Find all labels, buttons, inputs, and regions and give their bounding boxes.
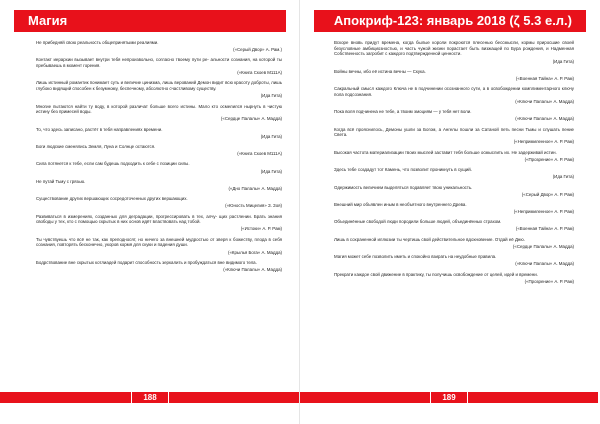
quote-text: Высокая частота материализации твоих мыслей заставит тебя больше осмыслить их. Не задерживай истин. <box>334 149 557 155</box>
quote-text: Бодрствование вне скрытых котлиадей подарит способность зеркалить и пробуждаться вне видимого тела. <box>36 259 257 265</box>
quote-text: Лишь в сохраненной иллюзии ты чертишь свой действительное вдохновение. Отдай её Дню. <box>334 236 525 242</box>
right-footer-bar <box>300 392 598 403</box>
quote-source: («Книга Скоев М111А) <box>237 70 282 76</box>
quote-text: Вскоре вновь придут времена, когда былые короли покроются плесенью бессмысли, кормы приросшие своей безусловные амбициозностью, и часть чужой жизни порастает быть визжащей по Бура рождения, и Надменная Собственность загробит с каждого подтвержденной ценности. <box>334 40 574 57</box>
quote-entry <box>36 179 282 192</box>
quote-source: («Сердце Палалы» А. Мадда) <box>512 243 574 249</box>
right-page <box>300 0 600 424</box>
quote-source: («Юность Мицелия» З. Зоя) <box>225 203 282 209</box>
quote-source: («Военная Тайна» А. Р. Рам) <box>515 75 574 81</box>
quote-source: («Ключи Палалы» А. Мадда) <box>223 266 282 272</box>
quote-text: Внешний мир объявлен иным в необъятного внутреннего Древа. <box>334 201 467 207</box>
quote-text: Сила потянется к тебе, если сам будешь подходить к себе с позиции силы. <box>36 161 190 167</box>
quote-text: Когда всё прояснилось, Демоны ушли за Богом, а Ангелы пошли за Сатаной петь песни Тьмы и слушать пение Света. <box>334 126 574 138</box>
quote-entry <box>334 109 574 122</box>
quote-entry <box>36 196 282 209</box>
quote-entry <box>334 219 574 232</box>
quote-text: Боги людские сменялись Земля, Луна и Солнце остаются. <box>36 144 156 150</box>
quote-text: Магия может себе позволить иметь и спокойно взирать на неудобные правила. <box>334 254 497 260</box>
quote-source: (Ида Гита) <box>552 174 574 180</box>
quote-text: Не прибедняй свою реальность общепринятыми реалиями. <box>36 40 159 45</box>
quote-source: (Ида Гита) <box>552 58 574 64</box>
quote-text: Здесь тебе создадут тот Камень, что позволит проникнуть в сущий. <box>334 167 472 173</box>
quote-entry <box>36 144 282 157</box>
quote-source: («Крылья Бога» А. Мадда) <box>228 249 282 255</box>
quote-source: (Ида Гита) <box>260 133 282 139</box>
quote-entry <box>36 104 282 123</box>
quote-text: Войны вечны, ибо её истина вечны — Скука. <box>334 68 426 74</box>
quote-entry <box>36 127 282 140</box>
left-footer-bar <box>0 392 300 403</box>
quote-entry <box>334 86 574 105</box>
quote-source: (Ида Гита) <box>260 168 282 174</box>
right-page-number: 189 <box>430 392 468 403</box>
quote-text: Не путай Тьму с грязью. <box>36 178 86 184</box>
quote-entry <box>36 260 282 273</box>
quote-source: («Прозрение» А. Р. Рам) <box>524 278 574 284</box>
quote-text: Развиваться в измерениях, созданных для деградации, прогрессировать в тех, алчу- щих растлении. Брать знания свободы у тех, кто с помощью скрытых в них основ идёт властвовать над тобой. <box>36 213 282 225</box>
quote-entry <box>36 57 282 76</box>
quote-source: («Ключи Палалы» А. Мадда) <box>515 261 574 267</box>
quote-text: Ты чувствуешь что всё не так, как преподносят, но ничего за внешней мудростью от зверя к божеству, плода в себя сознания, повторять бесконечно, укоров кормя для скуки и падения души. <box>36 236 282 248</box>
quote-entry <box>334 237 574 250</box>
quote-source: («Прозрение» А. Р. Рам) <box>524 156 574 162</box>
quote-entry <box>334 69 574 82</box>
quote-entry <box>334 150 574 163</box>
right-header-title: Апокриф-123: январь 2018 (ζ 5.3 е.л.) <box>333 13 572 28</box>
quote-source: («Ключи Палалы» А. Мадда) <box>515 116 574 122</box>
quote-source: («Книга Скоев М111А) <box>237 151 282 157</box>
quote-entry <box>334 127 574 146</box>
quote-source: («Непримиленное» А. Р. Рам) <box>513 139 574 145</box>
quote-source: («Серый Двор» А. Рам.) <box>233 47 282 53</box>
quote-source: (Ида Гита) <box>260 93 282 99</box>
quote-source: («Истоки» А. Р. Рам) <box>240 226 282 232</box>
quote-source: («Серый Двор» А. Р. Рам) <box>521 191 574 197</box>
right-header-bar <box>314 10 586 32</box>
quote-text: Сакральный смысл каждого Ключа не в подчинении осознанного сути, а в освобождении комплиментарного ключу пола подсознания. <box>334 86 574 97</box>
quote-text: Многие пытаются найти ту воду, в которой различат больше всего истины. Мало кто осмелился нырнуть в чистую истину без примесей воды. <box>36 103 282 115</box>
quote-source: («Ключи Палалы» А. Мадда) <box>515 98 574 104</box>
quote-entry <box>36 237 282 256</box>
quote-entry <box>334 185 574 198</box>
quote-text: Объединённые свободой люди породили больше людей, объединённых страхом. <box>334 219 502 225</box>
quote-text: Лишь истинный романтик понимает суть и величие цинизма, лишь верований Демон видит всю красоту доброты, лишь глубоко видящий способен к безумному, беспечному, абсолютно счастливому существу. <box>36 80 282 92</box>
quote-entry <box>334 202 574 215</box>
quote-text: Прекрати каждое свой движение в практику, ты получишь освобождение от целей, идей и времени. <box>334 271 538 277</box>
quote-source: («Военная Тайна» А. Р. Рам) <box>515 226 574 232</box>
quote-text: То, что здесь записано, растёт в тебя направлениях времени. <box>36 126 163 132</box>
right-page-content <box>334 40 574 289</box>
quote-entry <box>36 40 282 53</box>
quote-source: («Сердце Палалы» А. Мадда) <box>220 116 282 122</box>
quote-text: Одержимость величием выделяться подавляет твою уникальность. <box>334 184 473 190</box>
left-header-title: Магия <box>28 13 68 28</box>
quote-entry <box>36 214 282 233</box>
quote-entry <box>334 272 574 285</box>
quote-source: («Непримиленное» А. Р. Рам) <box>513 209 574 215</box>
quote-text: Существование других вершающих сосредоточенных других вершающих. <box>36 196 188 202</box>
quote-source: («Дно Палалы» А. Мадда) <box>228 185 282 191</box>
quote-text: Контакт иерархии вызывает внутри тебя непроизвольно, согласно твоему пути ре- альности сознания, на которой ты пребываешь в момент горения. <box>36 57 282 69</box>
quote-entry <box>334 40 574 64</box>
quote-entry <box>36 80 282 99</box>
quote-entry <box>334 254 574 267</box>
left-header-bar <box>14 10 286 32</box>
quote-entry <box>36 161 282 174</box>
left-page-number: 188 <box>131 392 169 403</box>
quote-text: Пока воля подчинена не тебе, а твоим эмоциям — у тебя нет воли. <box>334 109 472 115</box>
quote-entry <box>334 167 574 180</box>
left-page-content <box>36 40 282 277</box>
